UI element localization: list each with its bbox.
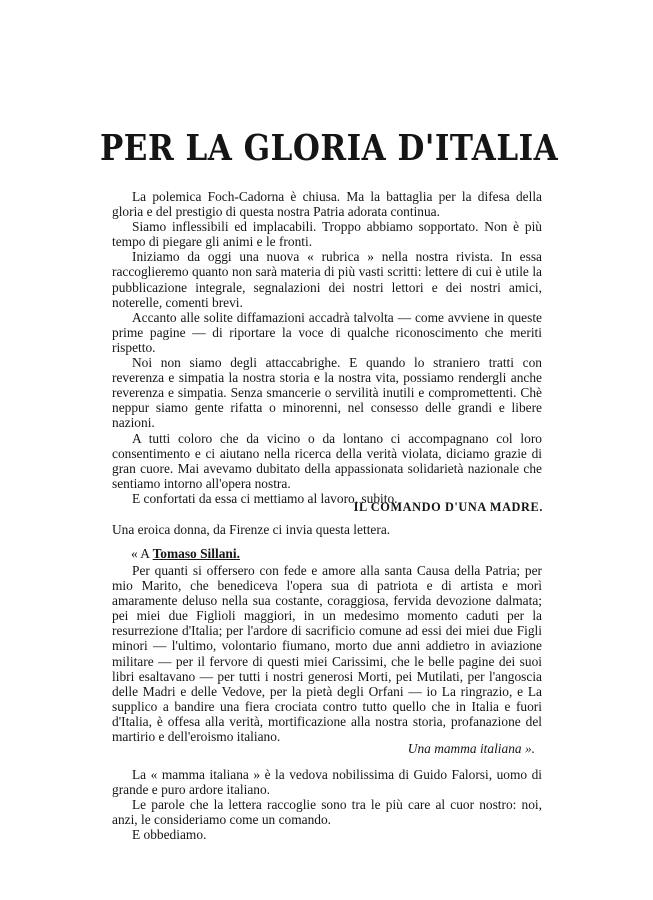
article-title: PER LA GLORIA D'ITALIA [100,128,559,170]
letter-salutation [131,546,240,562]
intro-paragraph-1: La polemica Foch-Cadorna è chiusa. Ma la battaglia per la difesa della gloria e del prestigio di questa nostra Patria adorata continua. [112,189,542,220]
letter-signature: Una mamma italiana ». [407,741,535,756]
intro-section [112,189,542,506]
letter-intro: Una eroica donna, da Firenze ci invia questa lettera. [112,522,391,537]
closing-section [112,767,542,842]
closing-paragraph-2: Le parole che la lettera raccoglie sono tra le più care al cuor nostro: noi, anzi, le consideriamo come un comando. [112,797,542,828]
section-heading: IL COMANDO D'UNA MADRE. [353,500,543,514]
intro-paragraph-6: A tutti coloro che da vicino o da lontano ci accompagnano col loro consentimento e ci aiutano nella ricerca della verità violata, diciamo grazie di gran cuore. Mai avevamo dubitato della appassionata solidarietà nazionale che sentiamo intorno all'opera nostra. [112,430,542,491]
intro-paragraph-7: E confortati da essa ci mettiamo al lavoro, subito. [132,490,398,506]
letter-section [112,563,542,744]
letter-body: Per quanti si offersero con fede e amore alla santa Causa della Patria; per mio Marito, che benediceva l'opera sua di patriota e di artista e morì amaramente deluso nella sua costante, coraggiosa, fervida devozione dalmata; pei miei due Figlioli maggiori, in un medesimo momento caduti per la resurrezione d'Italia; per l'ardore di sacrificio comune ad essi dei miei due Figli minori — l'ultimo, volontario fiumano, morto due anni addietro in aviazione militare — per il fervore di questi miei Carissimi, che le belle pagine dei suoi libri esaltavano — per tutti i nostri generosi Morti, pei Mutilati, per l'angoscia delle Madri e delle Vedove, per la pietà degli Orfani — io La ringrazio, e La supplico a bandire una fiera crociata contro tutto quello che in Italia e fuori d'Italia, è offesa alla verità, mortificazione alla nostra storia, profanazione del martirio e dell'eroismo italiano. [112,563,542,745]
intro-paragraph-4: Accanto alle solite diffamazioni accadrà talvolta — come avviene in queste prime pagine — di riportare la voce di qualche riconoscimento che meriti rispetto. [112,309,542,355]
salutation-name: Tomaso Sillani. [152,546,240,561]
closing-paragraph-3: E obbediamo. [132,827,207,843]
salutation-prefix: « A [131,546,153,561]
intro-paragraph-5: Noi non siamo degli attaccabrighe. E quando lo straniero tratti con reverenza e simpatia la nostra storia e la nostra vita, possiamo rendergli anche reverenza e simpatia. Senza smancerie o servilità inutili e compromettenti. Chè neppur siamo gente rifatta o minorenni, nel consesso delle grandi e libere nazioni. [112,355,542,431]
intro-paragraph-2: Siamo inflessibili ed implacabili. Troppo abbiamo sopportato. Non è più tempo di piegare gli animi e le fronti. [112,219,542,250]
intro-paragraph-3: Iniziamo da oggi una nuova « rubrica » nella nostra rivista. In essa raccoglieremo quanto non sarà materia di più vasti scritti: lettere di cui è utile la pubblicazione integrale, segnalazioni dei nostri lettori e dei nostri amici, noterelle, comenti brevi. [112,249,542,310]
closing-paragraph-1: La « mamma italiana » è la vedova nobilissima di Guido Falorsi, uomo di grande e puro ardore italiano. [112,767,542,798]
